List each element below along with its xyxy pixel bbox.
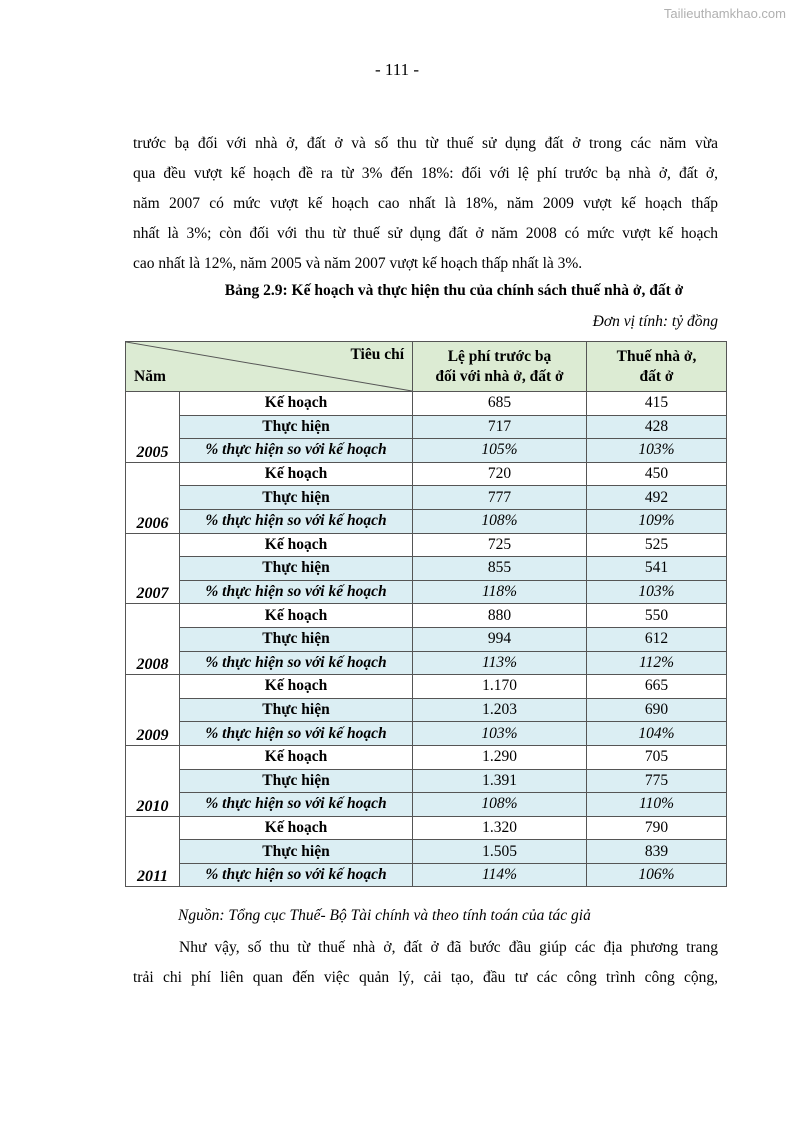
row-label-plan: Kế hoạch bbox=[180, 392, 413, 416]
year-cell: 2008 bbox=[126, 604, 180, 675]
value-cell: 665 bbox=[587, 675, 727, 699]
header-criteria: Tiêu chí bbox=[350, 346, 404, 363]
value-cell: 106% bbox=[587, 863, 727, 887]
value-cell: 525 bbox=[587, 533, 727, 557]
year-cell: 2005 bbox=[126, 392, 180, 463]
value-cell: 994 bbox=[413, 627, 587, 651]
table-row bbox=[126, 627, 727, 651]
row-label-actual: Thực hiện bbox=[180, 557, 413, 581]
paragraph-line: nhất là 3%; còn đối với thu từ thuế sử dụng đất ở năm 2008 có mức vượt kế hoạch bbox=[133, 225, 718, 242]
table-row bbox=[126, 557, 727, 581]
value-cell: 855 bbox=[413, 557, 587, 581]
value-cell: 777 bbox=[413, 486, 587, 510]
row-label-pct: % thực hiện so với kế hoạch bbox=[180, 439, 413, 463]
page-number: - 111 - bbox=[374, 60, 420, 79]
value-cell: 428 bbox=[587, 415, 727, 439]
paragraph-line: Như vậy, số thu từ thuế nhà ở, đất ở đã bước đầu giúp các địa phương trang bbox=[179, 939, 718, 956]
year-cell: 2006 bbox=[126, 462, 180, 533]
value-cell: 103% bbox=[413, 722, 587, 746]
year-cell: 2010 bbox=[126, 745, 180, 816]
value-cell: 109% bbox=[587, 509, 727, 533]
table-row bbox=[126, 769, 727, 793]
value-cell: 108% bbox=[413, 793, 587, 817]
row-label-pct: % thực hiện so với kế hoạch bbox=[180, 793, 413, 817]
value-cell: 1.170 bbox=[413, 675, 587, 699]
header-housing-tax: Thuế nhà ở, đất ở bbox=[587, 342, 727, 392]
table-row bbox=[126, 486, 727, 510]
row-label-plan: Kế hoạch bbox=[180, 533, 413, 557]
value-cell: 110% bbox=[587, 793, 727, 817]
row-label-plan: Kế hoạch bbox=[180, 675, 413, 699]
table-source: Nguồn: Tổng cục Thuế- Bộ Tài chính và theo tính toán của tác giả bbox=[178, 907, 591, 924]
row-label-plan: Kế hoạch bbox=[180, 462, 413, 486]
table-row bbox=[126, 439, 727, 463]
value-cell: 1.320 bbox=[413, 816, 587, 840]
row-label-actual: Thực hiện bbox=[180, 415, 413, 439]
table-row bbox=[126, 816, 727, 840]
table-row bbox=[126, 722, 727, 746]
table-row bbox=[126, 462, 727, 486]
row-label-plan: Kế hoạch bbox=[180, 604, 413, 628]
paragraph-conclusion bbox=[133, 933, 718, 993]
header-registration-fee: Lệ phí trước bạ đối với nhà ở, đất ở bbox=[413, 342, 587, 392]
table-row bbox=[126, 651, 727, 675]
table-row bbox=[126, 604, 727, 628]
header-diagonal-cell bbox=[126, 342, 413, 392]
value-cell: 1.391 bbox=[413, 769, 587, 793]
value-cell: 612 bbox=[587, 627, 727, 651]
value-cell: 541 bbox=[587, 557, 727, 581]
value-cell: 112% bbox=[587, 651, 727, 675]
year-cell: 2007 bbox=[126, 533, 180, 604]
value-cell: 1.203 bbox=[413, 698, 587, 722]
table-row bbox=[126, 675, 727, 699]
value-cell: 118% bbox=[413, 580, 587, 604]
table-row bbox=[126, 509, 727, 533]
paragraph-intro bbox=[133, 129, 718, 279]
value-cell: 685 bbox=[413, 392, 587, 416]
year-cell: 2009 bbox=[126, 675, 180, 746]
table-row bbox=[126, 415, 727, 439]
row-label-actual: Thực hiện bbox=[180, 698, 413, 722]
paragraph-line: trải chi phí liên quan đến việc quản lý, cải tạo, đầu tư các công trình công cộng, bbox=[133, 969, 718, 986]
value-cell: 104% bbox=[587, 722, 727, 746]
row-label-plan: Kế hoạch bbox=[180, 816, 413, 840]
paragraph-line: qua đều vượt kế hoạch đề ra từ 3% đến 18%: đối với lệ phí trước bạ nhà ở, đất ở, bbox=[133, 165, 718, 182]
value-cell: 450 bbox=[587, 462, 727, 486]
value-cell: 103% bbox=[587, 439, 727, 463]
value-cell: 415 bbox=[587, 392, 727, 416]
row-label-pct: % thực hiện so với kế hoạch bbox=[180, 722, 413, 746]
paragraph-line: cao nhất là 12%, năm 2005 và năm 2007 vượt kế hoạch thấp nhất là 3%. bbox=[133, 255, 583, 272]
watermark: Tailieuthamkhao.com bbox=[663, 6, 786, 21]
table-row bbox=[126, 698, 727, 722]
table-row bbox=[126, 533, 727, 557]
value-cell: 550 bbox=[587, 604, 727, 628]
row-label-pct: % thực hiện so với kế hoạch bbox=[180, 509, 413, 533]
value-cell: 880 bbox=[413, 604, 587, 628]
row-label-actual: Thực hiện bbox=[180, 486, 413, 510]
value-cell: 720 bbox=[413, 462, 587, 486]
table-row bbox=[126, 840, 727, 864]
value-cell: 725 bbox=[413, 533, 587, 557]
value-cell: 108% bbox=[413, 509, 587, 533]
row-label-pct: % thực hiện so với kế hoạch bbox=[180, 580, 413, 604]
row-label-plan: Kế hoạch bbox=[180, 745, 413, 769]
table-caption: Bảng 2.9: Kế hoạch và thực hiện thu của chính sách thuế nhà ở, đất ở bbox=[224, 282, 684, 299]
value-cell: 705 bbox=[587, 745, 727, 769]
year-cell: 2011 bbox=[126, 816, 180, 887]
value-cell: 492 bbox=[587, 486, 727, 510]
value-cell: 1.290 bbox=[413, 745, 587, 769]
value-cell: 775 bbox=[587, 769, 727, 793]
row-label-actual: Thực hiện bbox=[180, 769, 413, 793]
row-label-pct: % thực hiện so với kế hoạch bbox=[180, 651, 413, 675]
row-label-actual: Thực hiện bbox=[180, 627, 413, 651]
row-label-pct: % thực hiện so với kế hoạch bbox=[180, 863, 413, 887]
value-cell: 114% bbox=[413, 863, 587, 887]
table-row bbox=[126, 793, 727, 817]
value-cell: 717 bbox=[413, 415, 587, 439]
header-year: Năm bbox=[134, 368, 166, 385]
value-cell: 1.505 bbox=[413, 840, 587, 864]
table-row bbox=[126, 863, 727, 887]
value-cell: 103% bbox=[587, 580, 727, 604]
table-row bbox=[126, 745, 727, 769]
paragraph-line: trước bạ đối với nhà ở, đất ở và số thu từ thuế sử dụng đất ở trong các năm vừa bbox=[133, 135, 718, 152]
table-unit: Đơn vị tính: tỷ đồng bbox=[592, 313, 718, 330]
table-row bbox=[126, 392, 727, 416]
table-header-row bbox=[126, 342, 727, 392]
value-cell: 839 bbox=[587, 840, 727, 864]
value-cell: 105% bbox=[413, 439, 587, 463]
row-label-actual: Thực hiện bbox=[180, 840, 413, 864]
revenue-table bbox=[125, 341, 727, 887]
value-cell: 113% bbox=[413, 651, 587, 675]
table-row bbox=[126, 580, 727, 604]
value-cell: 690 bbox=[587, 698, 727, 722]
value-cell: 790 bbox=[587, 816, 727, 840]
paragraph-line: năm 2007 có mức vượt kế hoạch cao nhất là 18%, năm 2009 vượt kế hoạch thấp bbox=[133, 195, 718, 212]
